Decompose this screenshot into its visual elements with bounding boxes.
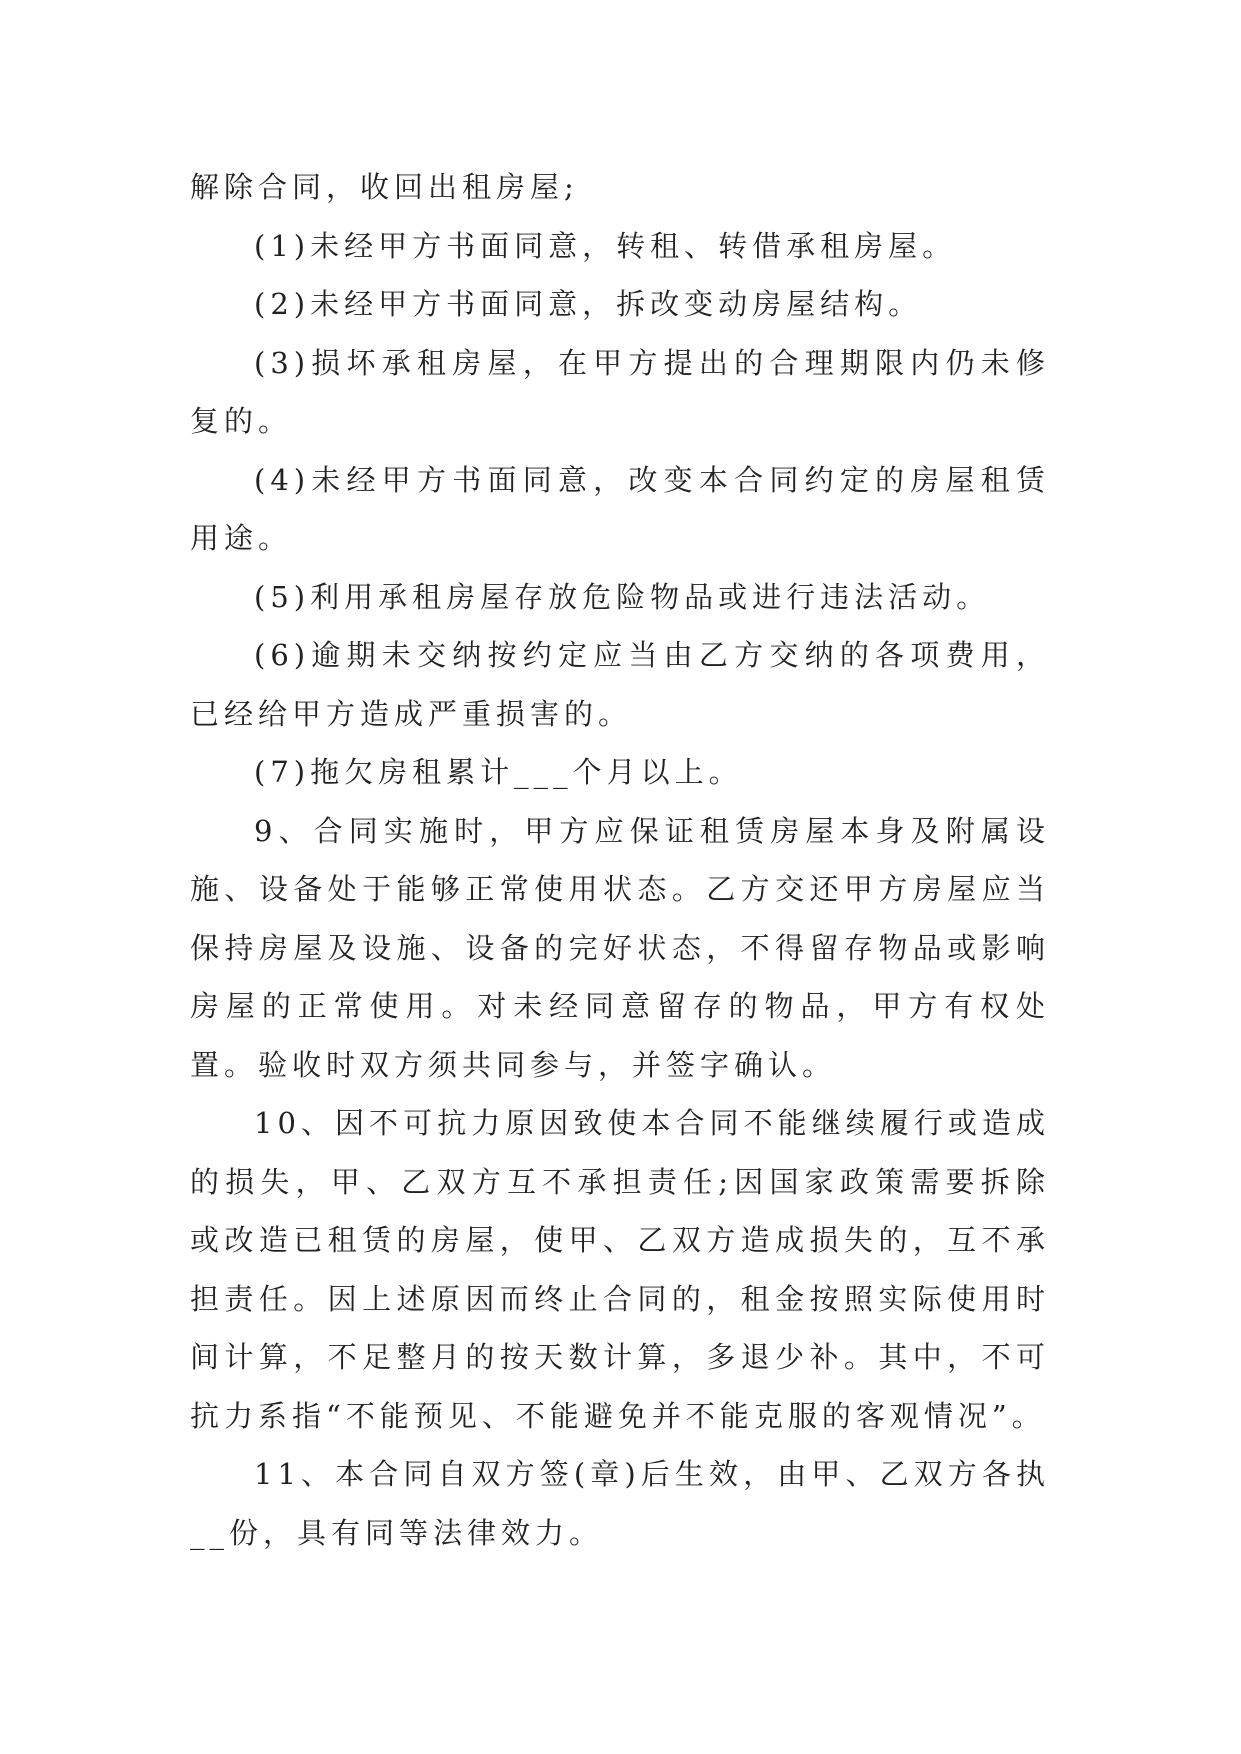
paragraph-clause-9: 9、合同实施时，甲方应保证租赁房屋本身及附属设施、设备处于能够正常使用状态。乙方交还甲方房屋应当保持房屋及设施、设备的完好状态，不得留存物品或影响房屋的正常使用。对未经同意留存的物品，甲方有权处置。验收时双方须共同参与，并签字确认。 — [190, 813, 1050, 1082]
paragraph-item-3: (3)损坏承租房屋，在甲方提出的合理期限内仍未修复的。 — [190, 345, 1050, 438]
paragraph-item-1: (1)未经甲方书面同意，转租、转借承租房屋。 — [254, 228, 957, 263]
paragraph-item-7: (7)拖欠房租累计___个月以上。 — [254, 755, 743, 789]
paragraph-clause-11: 11、本合同自双方签(章)后生效，由甲、乙双方各执__份，具有同等法律效力。 — [190, 1457, 1050, 1550]
paragraph-terminate-clause: 解除合同，收回出租房屋; — [190, 170, 579, 204]
paragraph-item-5: (5)利用承租房屋存放危险物品或进行违法活动。 — [254, 579, 991, 614]
paragraph-item-6: (6)逾期未交纳按约定应当由乙方交纳的各项费用，已经给甲方造成严重损害的。 — [190, 638, 1050, 731]
paragraph-item-2: (2)未经甲方书面同意，拆改变动房屋结构。 — [254, 287, 923, 321]
paragraph-item-4: (4)未经甲方书面同意，改变本合同约定的房屋租赁用途。 — [190, 462, 1050, 555]
document-body — [190, 158, 1050, 1562]
paragraph-clause-10: 10、因不可抗力原因致使本合同不能继续履行或造成的损失，甲、乙双方互不承担责任;因国家政策需要拆除或改造已租赁的房屋，使甲、乙双方造成损失的，互不承担责任。因上述原因而终止合同的，租金按照实际使用时间计算，不足整月的按天数计算，多退少补。其中，不可抗力系指“不能预见、不能避免并不能克服的客观情况”。 — [190, 1106, 1050, 1433]
